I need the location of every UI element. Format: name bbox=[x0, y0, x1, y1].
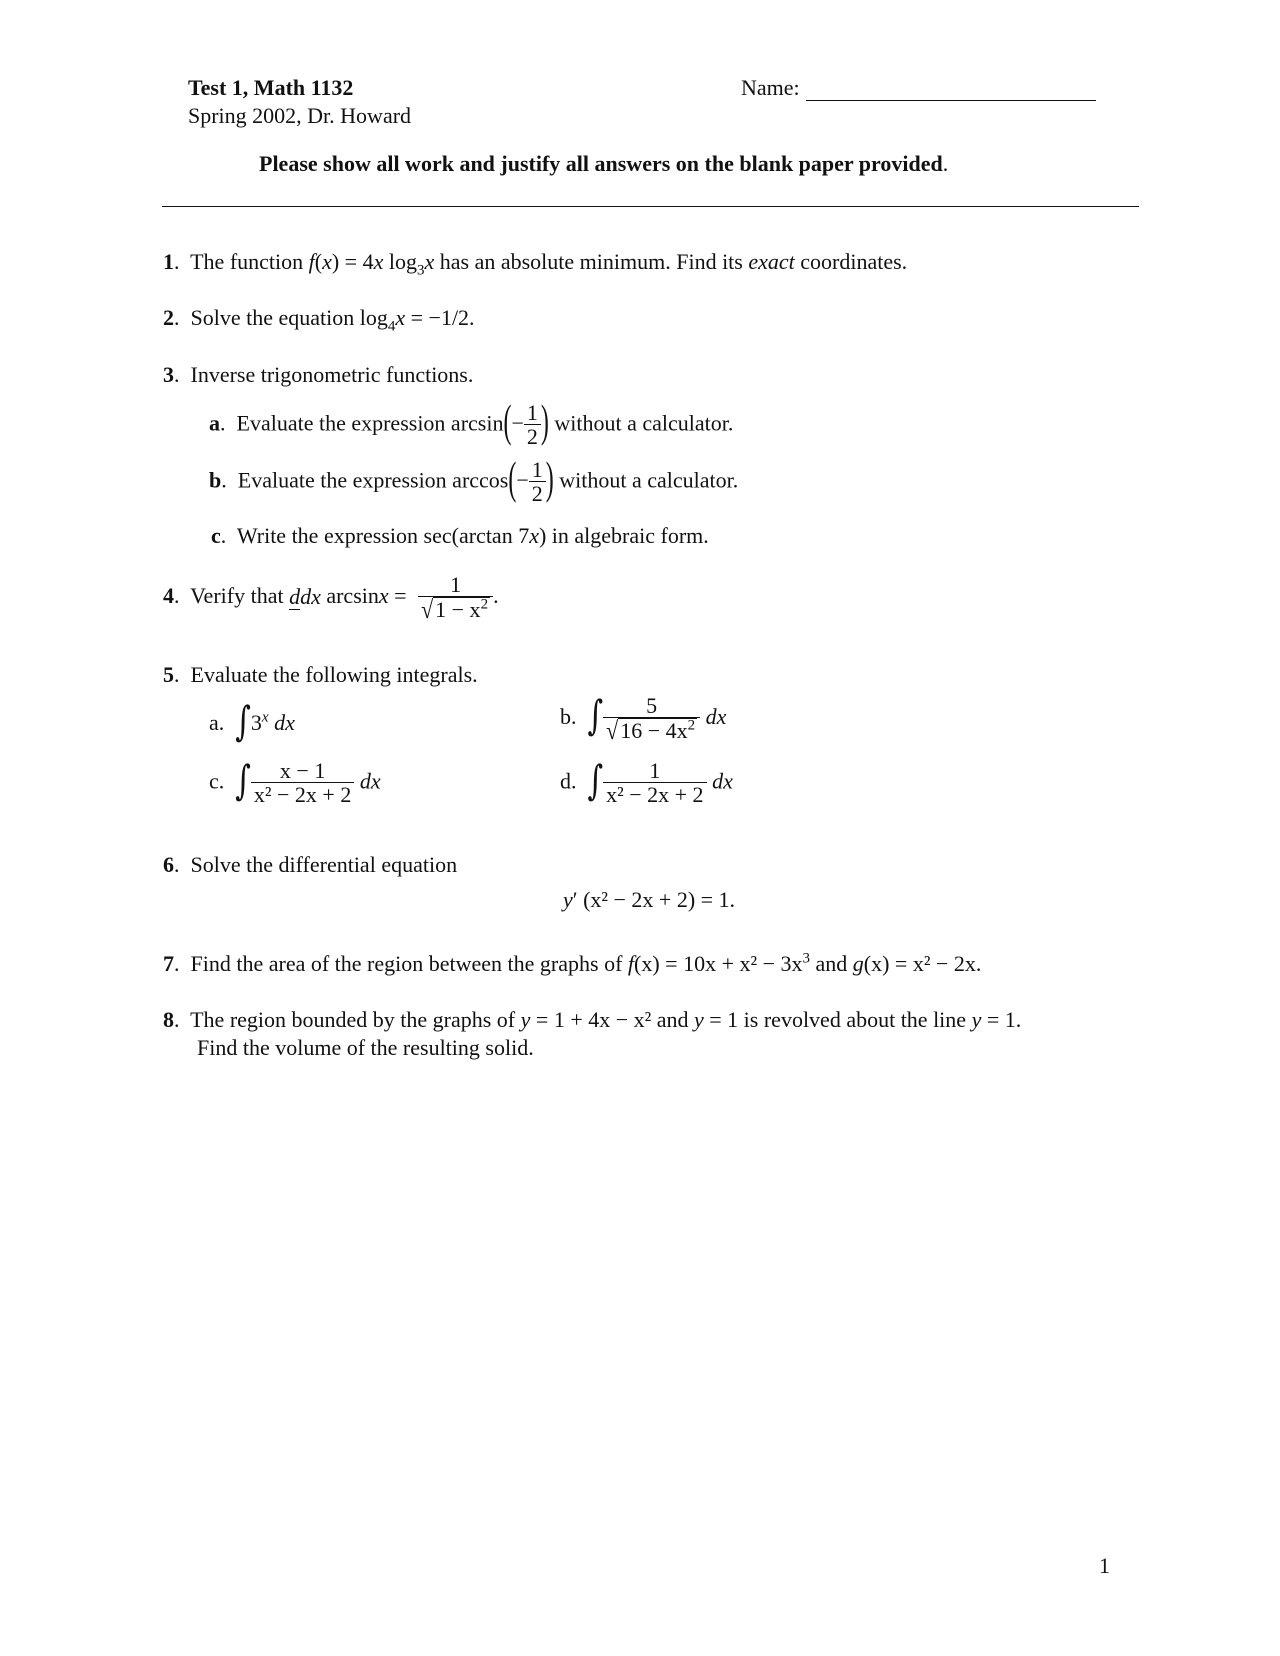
question-2: 2. Solve the equation $\log_4x = -1/2$. bbox=[163, 305, 475, 335]
question-number: 3 bbox=[163, 362, 174, 387]
question-number: 5 bbox=[163, 662, 174, 687]
question-number: 6 bbox=[163, 852, 174, 877]
question-1: 1. The function f(x) = 4x $\log_3x$ has an absolute minimum. Find its exact coordinates. bbox=[163, 249, 908, 279]
integral-d: d. ∫ $\frac{1}{\text{x² − 2x + 2}}$ dx bbox=[560, 757, 733, 808]
question-number: 2 bbox=[163, 305, 174, 330]
question-8: 8. The region bounded by the graphs of y = 1 + 4x − x² and y = 1 is revolved about the line y = 1. bbox=[163, 1007, 1022, 1032]
question-8-line-2: Find the volume of the resulting solid. bbox=[197, 1035, 534, 1060]
question-number: 8 bbox=[163, 1007, 174, 1032]
question-4: 4. Verify that ddx arcsinx = $\frac{1}{√1 - x^2}$ . bbox=[163, 572, 499, 624]
name-blank bbox=[806, 100, 1096, 101]
integral-sign: ∫ bbox=[235, 757, 251, 805]
question-3a: a. Evaluate the expression arcsin(− $\frac{1}{2}$ ) without a calculator. bbox=[209, 398, 734, 450]
exam-title: Test 1, Math 1132 bbox=[188, 75, 354, 100]
fraction: $\frac{1}{2}$ bbox=[524, 401, 541, 448]
instructions-bold: Please show all work and justify all answers on the blank paper provided bbox=[259, 151, 943, 176]
question-5: 5. Evaluate the following integrals. bbox=[163, 662, 478, 687]
page-number: 1 bbox=[1099, 1553, 1110, 1578]
fraction: $\frac{1}{2}$ bbox=[529, 458, 546, 505]
integral-c: c. ∫ $\frac{x - 1}{\text{x² − 2x + 2}}$ dx bbox=[209, 757, 381, 808]
integral-sign: ∫ bbox=[587, 757, 604, 805]
question-number: 4 bbox=[163, 583, 174, 609]
header-rule bbox=[162, 206, 1139, 207]
integral-b: b. ∫ $\frac{5}{√16 - 4x^2}$ dx bbox=[560, 692, 727, 745]
question-number: 1 bbox=[163, 249, 174, 274]
question-number: 7 bbox=[163, 951, 174, 976]
differential-equation: y′ (x² − 2x + 2) = 1. bbox=[563, 887, 736, 912]
name-label: Name: bbox=[741, 75, 800, 100]
question-7: 7. Find the area of the region between the graphs of $f(x) = 10x + x^2 - 3x^3$ and g(x) = x² − 2x. bbox=[163, 950, 982, 976]
derivative-fraction: ddx bbox=[289, 583, 321, 609]
question-3b: b. Evaluate the expression arccos(− $\frac{1}{2}$ ) without a calculator. bbox=[209, 455, 739, 507]
question-6: 6. Solve the differential equation bbox=[163, 852, 458, 877]
integral-sign: ∫ bbox=[235, 698, 251, 746]
exam-subtitle: Spring 2002, Dr. Howard bbox=[188, 103, 412, 128]
question-3: 3. Inverse trigonometric functions. bbox=[163, 362, 474, 387]
integral-a: a. ∫3$^x$ dx bbox=[209, 698, 295, 746]
question-3c: c. Write the expression sec(arctan 7x) in algebraic form. bbox=[211, 523, 709, 548]
integral-sign: ∫ bbox=[587, 692, 604, 741]
rhs-fraction: $\frac{1}{√1 - x^2}$ bbox=[418, 573, 493, 621]
instructions: Please show all work and justify all answers on the blank paper provided. bbox=[259, 151, 949, 176]
name-field bbox=[741, 75, 1096, 101]
